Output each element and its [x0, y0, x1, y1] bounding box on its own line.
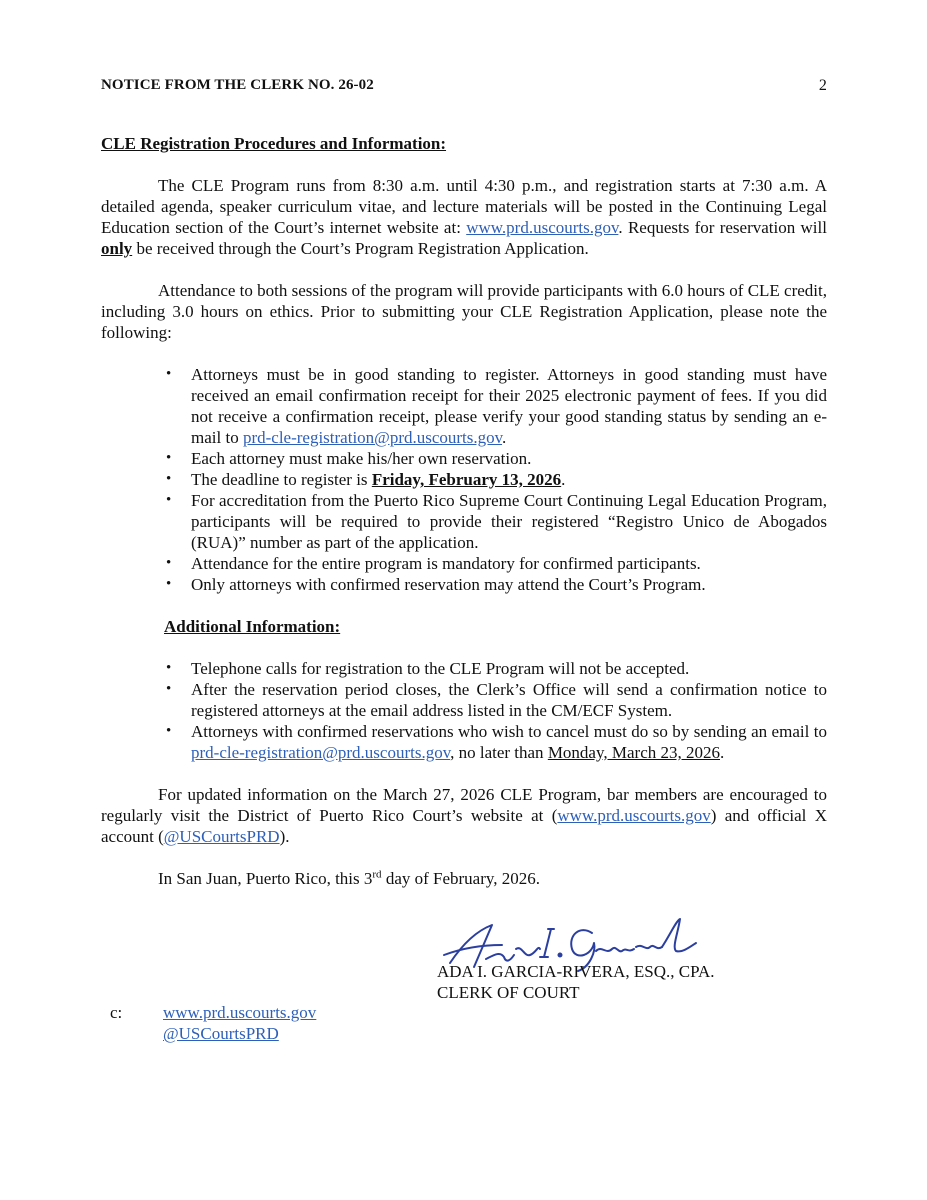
- additional-info-list: [101, 658, 827, 763]
- cc-label: c:: [110, 1003, 123, 1022]
- list-item: [101, 721, 827, 763]
- list-item: • Each attorney must make his/her own reservation.: [101, 448, 827, 469]
- ordinal-suffix: rd: [372, 868, 382, 881]
- registration-requirements-list: [101, 364, 827, 595]
- list-item: • Only attorneys with confirmed reservation may attend the Court’s Program.: [101, 574, 827, 595]
- list-item-text: The deadline to register is: [191, 470, 372, 489]
- paragraph-text: In San Juan, Puerto Rico, this 3: [158, 869, 373, 888]
- paragraph-text: day of February, 2026.: [381, 869, 541, 888]
- website-link[interactable]: www.prd.uscourts.gov: [466, 218, 619, 237]
- emphasis-only: only: [101, 239, 133, 258]
- cc-links: [163, 1002, 316, 1044]
- list-item: • Attendance for the entire program is mandatory for confirmed participants.: [101, 553, 827, 574]
- list-item-text: .: [502, 428, 507, 447]
- list-item-text: .: [561, 470, 566, 489]
- notice-title: NOTICE FROM THE CLERK NO. 26-02: [101, 77, 374, 93]
- x-account-link[interactable]: @USCourtsPRD: [163, 827, 280, 846]
- list-item-text: , no later than: [450, 743, 548, 762]
- paragraph-text: For updated information on the March 27, 2026 CLE Program, bar members are encouraged to regularly visit the District of Puerto Rico Court’s website at (: [101, 785, 827, 825]
- paragraph-program-info: [101, 175, 827, 259]
- registration-email-link[interactable]: prd-cle-registration@prd.uscourts.gov: [242, 428, 503, 447]
- website-link[interactable]: www.prd.uscourts.gov: [557, 806, 711, 825]
- cc-website-link[interactable]: www.prd.uscourts.gov: [163, 1003, 317, 1022]
- paragraph-updated-info: [101, 784, 827, 847]
- list-item: • After the reservation period closes, the Clerk’s Office will send a confirmation notice to registered attorneys at the email address listed in the CM/ECF System.: [101, 679, 827, 721]
- paragraph-attendance-credit: Attendance to both sessions of the program will provide participants with 6.0 hours of CLE credit, including 3.0 hours on ethics. Prior to submitting your CLE Registration Application, please note the following:: [101, 281, 828, 342]
- paragraph-text: ).: [279, 827, 290, 846]
- page-header: [101, 75, 827, 96]
- paragraph-text: ) and official X account (: [101, 806, 828, 846]
- section-heading-registration: CLE Registration Procedures and Information:: [101, 134, 447, 153]
- list-item: [101, 364, 827, 448]
- page-number: 2: [818, 77, 827, 94]
- notice-body: [101, 133, 827, 889]
- list-item-text: Attorneys must be in good standing to register. Attorneys in good standing must have received an email confirmation receipt for their 2025 electronic payment of fees. If you did not receive a confirmation receipt, please verify your good standing status by sending an e-mail to: [191, 365, 827, 447]
- list-item: • For accreditation from the Puerto Rico Supreme Court Continuing Legal Education Program, participants will be required to provide their registered “Registro Unico de Abogados (RUA)” number as part of the application.: [101, 490, 827, 553]
- cc-x-account-link[interactable]: @USCourtsPRD: [163, 1024, 279, 1043]
- paragraph-text: be received through the Court’s Program Registration Application.: [132, 239, 589, 258]
- signer-name: ADA I. GARCIA-RIVERA, ESQ., CPA.: [437, 962, 715, 981]
- dated-line: [101, 868, 827, 889]
- list-item-text: .: [720, 743, 725, 762]
- list-item: • Telephone calls for registration to the CLE Program will not be accepted.: [101, 658, 827, 679]
- paragraph-text: The CLE Program runs from 8:30 a.m. until 4:30 p.m., and registration starts at 7:30 a.m. A detailed agenda, speaker curriculum vitae, and lecture materials will be posted in the Continuing Legal Education section of the Court’s internet website at:: [101, 176, 827, 237]
- cancel-deadline-date: Monday, March 23, 2026: [547, 743, 720, 762]
- cancel-email-link[interactable]: prd-cle-registration@prd.uscourts.gov: [191, 743, 451, 762]
- list-item-text: Attorneys with confirmed reservations who wish to cancel must do so by sending an email to: [191, 722, 827, 741]
- signature-block: [437, 961, 715, 1003]
- deadline-date: Friday, February 13, 2026: [371, 470, 562, 489]
- list-item: [101, 469, 827, 490]
- signer-title: CLERK OF COURT: [437, 983, 580, 1002]
- section-heading-additional: Additional Information:: [164, 617, 341, 636]
- paragraph-text: . Requests for reservation will: [618, 218, 827, 237]
